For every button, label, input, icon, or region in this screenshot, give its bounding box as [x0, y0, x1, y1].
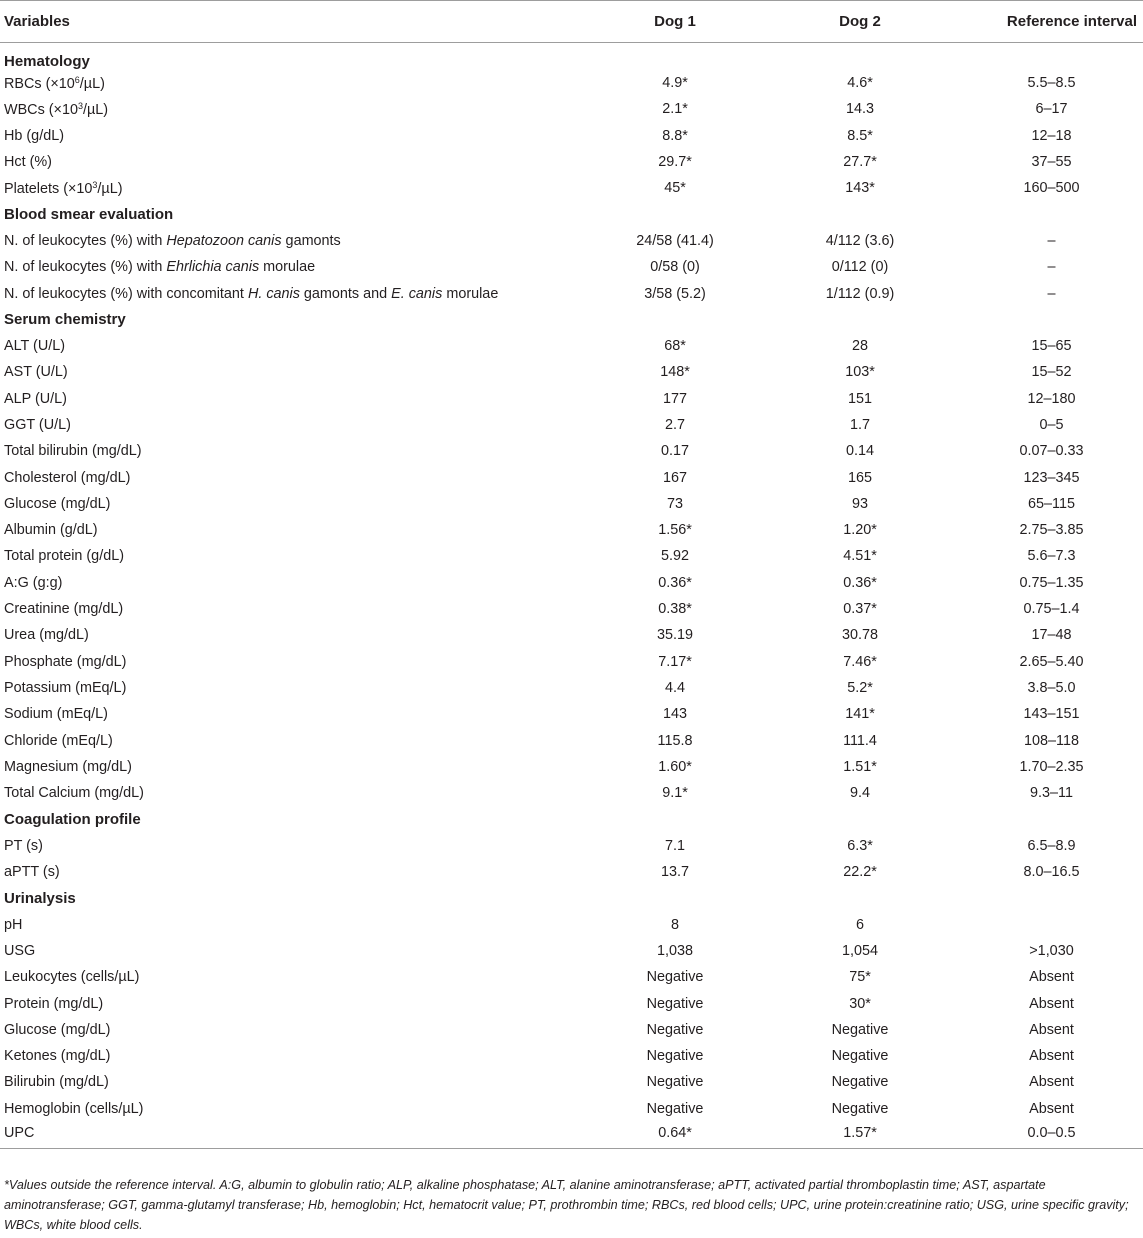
dog-1-value: 45*	[664, 180, 686, 197]
reference-value: 108–118	[1024, 732, 1079, 749]
dog-1-value: 0/58 (0)	[650, 259, 700, 276]
dog-2-value: 14.3	[845, 101, 874, 118]
row-label: A:G (g:g)	[4, 574, 63, 591]
dog-1-value: 0.36*	[658, 574, 692, 591]
dog-2-value: 8.5*	[847, 127, 873, 144]
dog-1-value: 2.7	[664, 417, 685, 433]
coagulation-rows	[0, 833, 1143, 886]
dog-2-value: 0.36*	[843, 574, 877, 591]
dog-1-value: 8.8*	[662, 127, 688, 144]
reference-value: Absent	[1029, 995, 1074, 1012]
dog-1-value: 24/58 (41.4)	[636, 232, 714, 249]
dog-1-value: 0.38*	[658, 601, 692, 618]
table-row	[0, 1122, 1143, 1148]
section-title: Coagulation profile	[4, 810, 141, 828]
section-row-serum-chemistry	[0, 307, 1143, 333]
dog-2-value: 75*	[849, 969, 871, 986]
dog-1-value: Negative	[646, 1074, 704, 1091]
reference-value: Absent	[1029, 1074, 1074, 1091]
table-row	[0, 333, 1143, 359]
table-body	[0, 43, 1143, 333]
table-row	[0, 1069, 1143, 1095]
dog-1-value: 167	[662, 469, 687, 486]
header-reference-interval: Reference interval	[960, 1, 1143, 43]
reference-value: 0.07–0.33	[1019, 443, 1084, 460]
row-label: Hct (%)	[4, 154, 52, 171]
dog-2-value: 151	[847, 390, 872, 407]
row-label: Potassium (mEq/L)	[4, 679, 127, 696]
row-label: Protein (mg/dL)	[4, 995, 104, 1012]
table-footnote: *Values outside the reference interval. A:G, albumin to globulin ratio; ALP, alkaline phosphatase; ALT, alanine aminotransferase; aPTT, activated partial thromboplastin time; AST, aspartate aminotransferase; GGT, gamma-glutamyl transferase; Hb, hemoglobin; Hct, hematocrit value; PT, prothrombin time; RBCs, red blood cells; UPC, urine protein:creatinine ratio; USG, urine specific gravity; WBCs, white blood cells.	[4, 1178, 1129, 1232]
dog-1-value: 2.1*	[662, 101, 688, 118]
header-dog-2: Dog 2	[760, 1, 960, 43]
row-label: RBCs $(\times 10^6/\mu L)$	[4, 74, 105, 92]
dog-1-value: 1.56*	[658, 522, 692, 539]
dog-1-value: 115.8	[657, 732, 693, 749]
table-row	[0, 1017, 1143, 1043]
table-row	[0, 1096, 1143, 1122]
table-row	[0, 438, 1143, 464]
dog-2-value: 22.2*	[843, 864, 877, 881]
table-row	[0, 280, 1143, 306]
dog-1-value: 4.9*	[662, 75, 688, 92]
dog-1-value: 29.7*	[658, 154, 692, 171]
table-row	[0, 754, 1143, 780]
section-row-hematology	[0, 43, 1143, 71]
table-row	[0, 123, 1143, 149]
reference-value: 6.5–8.9	[1027, 837, 1076, 854]
dog-2-value: 30*	[849, 995, 871, 1012]
dog-1-value: 13.7	[660, 864, 689, 881]
table-row	[0, 780, 1143, 806]
row-label: Hb (g/dL)	[4, 127, 64, 144]
section-title: Hematology	[4, 53, 90, 70]
dog-1-value: 9.1*	[662, 785, 688, 802]
row-label: Hemoglobin (cells/µL)	[4, 1100, 144, 1117]
table-row	[0, 386, 1143, 412]
row-label: Phosphate (mg/dL)	[4, 653, 127, 670]
table-row	[0, 938, 1143, 964]
reference-value: 65–115	[1028, 495, 1075, 512]
table-row	[0, 912, 1143, 938]
section-title: Blood smear evaluation	[4, 206, 174, 224]
dog-2-value: Negative	[831, 1048, 889, 1065]
row-label: Total bilirubin (mg/dL)	[4, 443, 142, 460]
dog-1-value: 68*	[664, 338, 686, 355]
dog-2-value: 1.51*	[843, 758, 877, 775]
table-row	[0, 701, 1143, 727]
reference-value: 2.75–3.85	[1019, 522, 1084, 539]
dog-2-value: 7.46*	[843, 653, 877, 670]
reference-value: 15–52	[1031, 364, 1072, 381]
table-row	[0, 517, 1143, 543]
dog-1-value: 1.60*	[658, 758, 692, 775]
row-label: N. of leukocytes (%) with Ehrlichia canis morulae	[4, 259, 316, 276]
row-label: Total protein (g/dL)	[4, 548, 124, 565]
row-label: ALP (U/L)	[4, 390, 67, 407]
row-label: N. of leukocytes (%) with concomitant H. canis gamonts and E. canis morulae	[4, 285, 499, 302]
row-label: Magnesium (mg/dL)	[4, 758, 132, 775]
dog-2-value: 0.14	[845, 443, 874, 460]
row-label: ALT (U/L)	[4, 338, 66, 355]
dog-1-value: 143	[662, 706, 687, 723]
header-dog-1: Dog 1	[590, 1, 760, 43]
dog-1-value: 0.17	[660, 443, 689, 460]
section-row-coagulation	[0, 806, 1143, 832]
dog-2-value: 103*	[845, 364, 875, 381]
table-row	[0, 175, 1143, 201]
dog-1-value: Negative	[646, 1048, 704, 1065]
reference-value: 0.75–1.4	[1023, 601, 1080, 618]
dog-1-value: Negative	[646, 995, 704, 1012]
row-label: aPTT (s)	[4, 864, 60, 881]
table-row	[0, 675, 1143, 701]
reference-value: –	[1047, 285, 1056, 302]
reference-value: 2.65–5.40	[1019, 653, 1084, 670]
reference-value: 160–500	[1023, 180, 1080, 197]
reference-value: 1.70–2.35	[1019, 758, 1084, 775]
dog-1-value: 5.92	[660, 548, 689, 565]
row-label: Leukocytes (cells/µL)	[4, 969, 140, 986]
table-row	[0, 1043, 1143, 1069]
row-label: pH	[4, 916, 23, 933]
dog-1-value: 148*	[660, 364, 690, 381]
dog-1-value: 0.64*	[590, 1122, 760, 1148]
row-label: GGT (U/L)	[4, 417, 71, 433]
row-label: Bilirubin (mg/dL)	[4, 1074, 109, 1091]
row-label: Platelets $(\times 10^3/\mu L)$	[4, 179, 123, 197]
dog-2-value: Negative	[831, 1100, 889, 1117]
dog-2-value: 6	[855, 916, 864, 933]
dog-2-value: 0/112 (0)	[831, 259, 889, 276]
reference-value: 0.75–1.35	[1019, 574, 1084, 591]
dog-2-value: 30.78	[841, 627, 878, 644]
dog-2-value: 1.7	[849, 417, 870, 433]
section-title: Urinalysis	[4, 889, 76, 907]
dog-1-value: 73	[666, 495, 683, 512]
dog-1-value: 3/58 (5.2)	[644, 285, 706, 302]
row-label: WBCs $(\times 10^3/\mu L)$	[4, 100, 109, 118]
table-row	[0, 464, 1143, 490]
table-row	[0, 254, 1143, 280]
table-row	[0, 149, 1143, 175]
section-row-blood-smear	[0, 201, 1143, 227]
reference-value	[960, 912, 1143, 938]
row-label: Glucose (mg/dL)	[4, 1021, 111, 1038]
row-label: Ketones (mg/dL)	[4, 1048, 111, 1065]
row-label: USG	[4, 942, 36, 959]
dog-1-value: Negative	[646, 1021, 704, 1038]
table-row	[0, 964, 1143, 990]
dog-2-value: 9.4	[849, 785, 870, 802]
dog-2-value: 1/112 (0.9)	[825, 285, 895, 302]
reference-value: 12–180	[1027, 390, 1076, 407]
row-label: Albumin (g/dL)	[4, 522, 98, 539]
row-label: Total Calcium (mg/dL)	[4, 785, 144, 802]
reference-value: Absent	[1029, 1048, 1074, 1065]
urinalysis-rows	[0, 912, 1143, 1149]
dog-1-value: 1,038	[656, 942, 693, 959]
table-header	[0, 1, 1143, 43]
reference-value: 8.0–16.5	[1023, 864, 1080, 881]
table-row	[0, 727, 1143, 753]
reference-value: 9.3–11	[1030, 785, 1073, 802]
row-label: Sodium (mEq/L)	[4, 706, 108, 723]
urinalysis-section	[0, 885, 1143, 911]
dog-2-value: 28	[851, 338, 868, 355]
dog-2-value: 27.7*	[843, 154, 877, 171]
dog-1-value: 7.17*	[658, 653, 692, 670]
dog-1-value: 177	[662, 390, 687, 407]
reference-value: 15–65	[1031, 338, 1072, 355]
section-row-urinalysis	[0, 885, 1143, 911]
table-row	[0, 491, 1143, 517]
dog-1-value: 35.19	[656, 627, 693, 644]
dog-2-value: 165	[847, 469, 872, 486]
dog-1-value: 8	[670, 916, 679, 933]
dog-2-value: 143*	[845, 180, 875, 197]
row-label: Cholesterol (mg/dL)	[4, 469, 131, 486]
table-row	[0, 96, 1143, 122]
dog-2-value: 141*	[845, 706, 875, 723]
header-row	[0, 1, 1143, 43]
reference-value: 5.5–8.5	[1027, 75, 1076, 92]
dog-2-value: 4.6*	[847, 75, 873, 92]
table-row	[0, 359, 1143, 385]
dog-2-value: 4/112 (3.6)	[825, 232, 895, 249]
table-row	[0, 570, 1143, 596]
reference-value: Absent	[1029, 969, 1074, 986]
reference-value: Absent	[1029, 1100, 1074, 1117]
reference-value: 12–18	[1031, 127, 1072, 144]
row-label: Glucose (mg/dL)	[4, 495, 111, 512]
dog-2-value: Negative	[831, 1074, 889, 1091]
reference-value: 5.6–7.3	[1027, 548, 1076, 565]
table-row	[0, 228, 1143, 254]
dog-1-value: Negative	[646, 1100, 704, 1117]
table-row	[0, 543, 1143, 569]
serum-chemistry-rows	[0, 333, 1143, 806]
table-row	[0, 596, 1143, 622]
row-label: Creatinine (mg/dL)	[4, 601, 124, 618]
table-row	[0, 859, 1143, 885]
section-title: Serum chemistry	[4, 311, 126, 329]
dog-2-value: 4.51*	[843, 548, 877, 565]
dog-2-value: 111.4	[843, 732, 877, 749]
reference-value: 143–151	[1023, 706, 1080, 723]
reference-value: 17–48	[1031, 627, 1072, 644]
row-label: N. of leukocytes (%) with Hepatozoon canis gamonts	[4, 232, 341, 249]
header-variables: Variables	[0, 1, 590, 43]
row-label: Urea (mg/dL)	[4, 627, 89, 644]
reference-value: –	[1047, 259, 1056, 276]
dog-2-value: 1.20*	[843, 522, 877, 539]
reference-value: 6–17	[1035, 101, 1068, 118]
reference-value: 123–345	[1023, 469, 1080, 486]
dog-2-value: 0.37*	[843, 601, 877, 618]
reference-value: >1,030	[1029, 942, 1074, 959]
table-row	[0, 412, 1143, 438]
table-row	[0, 70, 1143, 96]
reference-value: 3.8–5.0	[1027, 679, 1076, 696]
row-label: UPC	[0, 1122, 590, 1148]
table-row	[0, 833, 1143, 859]
dog-2-value: 5.2*	[847, 679, 873, 696]
dog-2-value: 6.3*	[847, 837, 873, 854]
dog-2-value: 1.57*	[760, 1122, 960, 1148]
row-label: AST (U/L)	[4, 364, 68, 381]
reference-value: 0.0–0.5	[960, 1122, 1143, 1148]
coagulation-section	[0, 806, 1143, 832]
reference-value: Absent	[1029, 1021, 1074, 1038]
dog-1-value: Negative	[646, 969, 704, 986]
table-row	[0, 649, 1143, 675]
table-row	[0, 622, 1143, 648]
reference-value: –	[1047, 232, 1056, 249]
reference-value: 0–5	[1039, 417, 1064, 433]
table-row	[0, 990, 1143, 1016]
row-label: Chloride (mEq/L)	[4, 732, 113, 749]
dog-2-value: Negative	[831, 1021, 889, 1038]
reference-value: 37–55	[1031, 154, 1072, 171]
row-label: PT (s)	[4, 837, 43, 854]
dog-2-value: 93	[851, 495, 868, 512]
dog-1-value: 7.1	[664, 837, 685, 854]
dog-2-value: 1,054	[841, 942, 878, 959]
dog-1-value: 4.4	[664, 679, 685, 696]
